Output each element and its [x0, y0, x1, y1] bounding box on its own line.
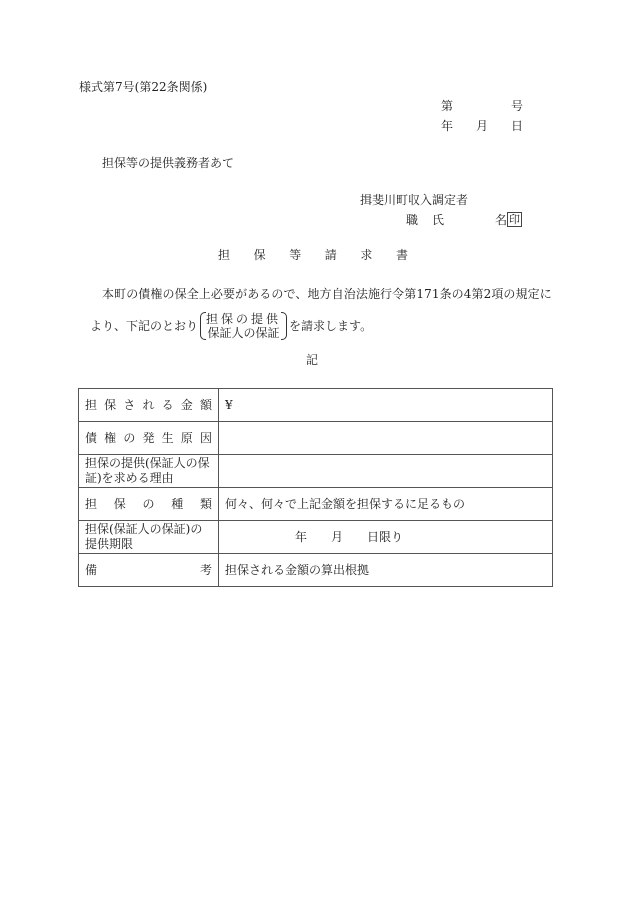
- body-line-2-prefix: より、下記のとおり: [90, 319, 199, 333]
- number-prefix: 第: [441, 99, 454, 113]
- name-label-1: 氏: [432, 212, 445, 227]
- label-char: 額: [199, 397, 212, 412]
- row-label: [79, 389, 219, 422]
- title-char: 等: [289, 248, 302, 262]
- label-line: 担保の提供(保証人の保: [85, 456, 210, 470]
- label-char: 担: [85, 496, 98, 511]
- label-char: 備: [85, 562, 98, 577]
- body-line-1: 本町の債権の保全上必要があるので、地方自治法施行令第171条の4第2項の規定に: [102, 287, 552, 301]
- body-line-2-suffix: を請求します。: [289, 319, 373, 333]
- title-label: 職: [406, 212, 419, 227]
- row-label: [79, 455, 219, 488]
- date-month: 月: [475, 119, 488, 133]
- row-label: [79, 554, 219, 587]
- date-year: 年: [441, 119, 454, 133]
- label-line: 証)を求める理由: [85, 471, 174, 485]
- label-char: さ: [123, 397, 136, 412]
- label-char: 担: [85, 397, 98, 412]
- label-char: 発: [142, 430, 155, 445]
- request-reason-value: [219, 455, 553, 488]
- table-row: [79, 422, 553, 455]
- collateral-type-value: 何々、何々で上記金額を担保するに足るもの: [219, 488, 553, 521]
- date-line: [441, 120, 523, 132]
- label-char: 金: [180, 397, 193, 412]
- request-details-table: [78, 388, 553, 587]
- label-char: 権: [104, 430, 117, 445]
- issuer-organization: 揖斐川町収入調定者: [360, 193, 469, 207]
- label-char: 保: [113, 496, 126, 511]
- row-label: [79, 521, 219, 554]
- title-char: 求: [360, 248, 373, 262]
- label-char: 債: [85, 430, 98, 445]
- label-char: 生: [161, 430, 174, 445]
- name-label-2: 名: [494, 212, 507, 227]
- deadline-value: [219, 521, 553, 554]
- bracket-option-guarantee: 保証人の保証: [207, 326, 280, 340]
- table-row: [79, 455, 553, 488]
- table-row: [79, 389, 553, 422]
- label-char: 原: [180, 430, 193, 445]
- deadline-day: 日限り: [367, 529, 404, 544]
- title-char: 請: [324, 248, 337, 262]
- claim-origin-value: [219, 422, 553, 455]
- label-char: 考: [199, 562, 212, 577]
- bracket-options: [200, 312, 287, 340]
- label-char: 因: [199, 430, 212, 445]
- secured-amount-value: ¥: [219, 389, 553, 422]
- remarks-value: 担保される金額の算出根拠: [219, 554, 553, 587]
- ki-heading: 記: [306, 353, 319, 367]
- form-number-label: 様式第7号(第22条関係): [79, 80, 208, 94]
- table-row: [79, 488, 553, 521]
- title-char: 担: [218, 248, 231, 262]
- label-line: 提供期限: [85, 537, 134, 551]
- label-char: る: [161, 397, 174, 412]
- seal-stamp: 印: [509, 213, 520, 226]
- table-row: [79, 521, 553, 554]
- body-line-2: [90, 312, 372, 340]
- document-number-line: [441, 100, 523, 112]
- label-char: 種: [171, 496, 184, 511]
- document-title: [218, 249, 408, 261]
- issuer-name-line: [406, 212, 522, 227]
- addressee: 担保等の提供義務者あて: [102, 156, 235, 170]
- table-row: [79, 554, 553, 587]
- date-day: 日: [510, 119, 523, 133]
- bracket-option-collateral: 担保の提供: [206, 312, 282, 326]
- label-line: 担保(保証人の保証)の: [85, 522, 203, 536]
- label-char: れ: [142, 397, 155, 412]
- number-suffix: 号: [510, 99, 523, 113]
- title-char: 保: [253, 248, 266, 262]
- deadline-year: 年: [295, 529, 308, 544]
- row-label: [79, 422, 219, 455]
- deadline-month: 月: [331, 529, 344, 544]
- label-char: の: [142, 496, 155, 511]
- row-label: [79, 488, 219, 521]
- title-char: 書: [395, 248, 408, 262]
- label-char: の: [123, 430, 136, 445]
- label-char: 類: [199, 496, 212, 511]
- label-char: 保: [104, 397, 117, 412]
